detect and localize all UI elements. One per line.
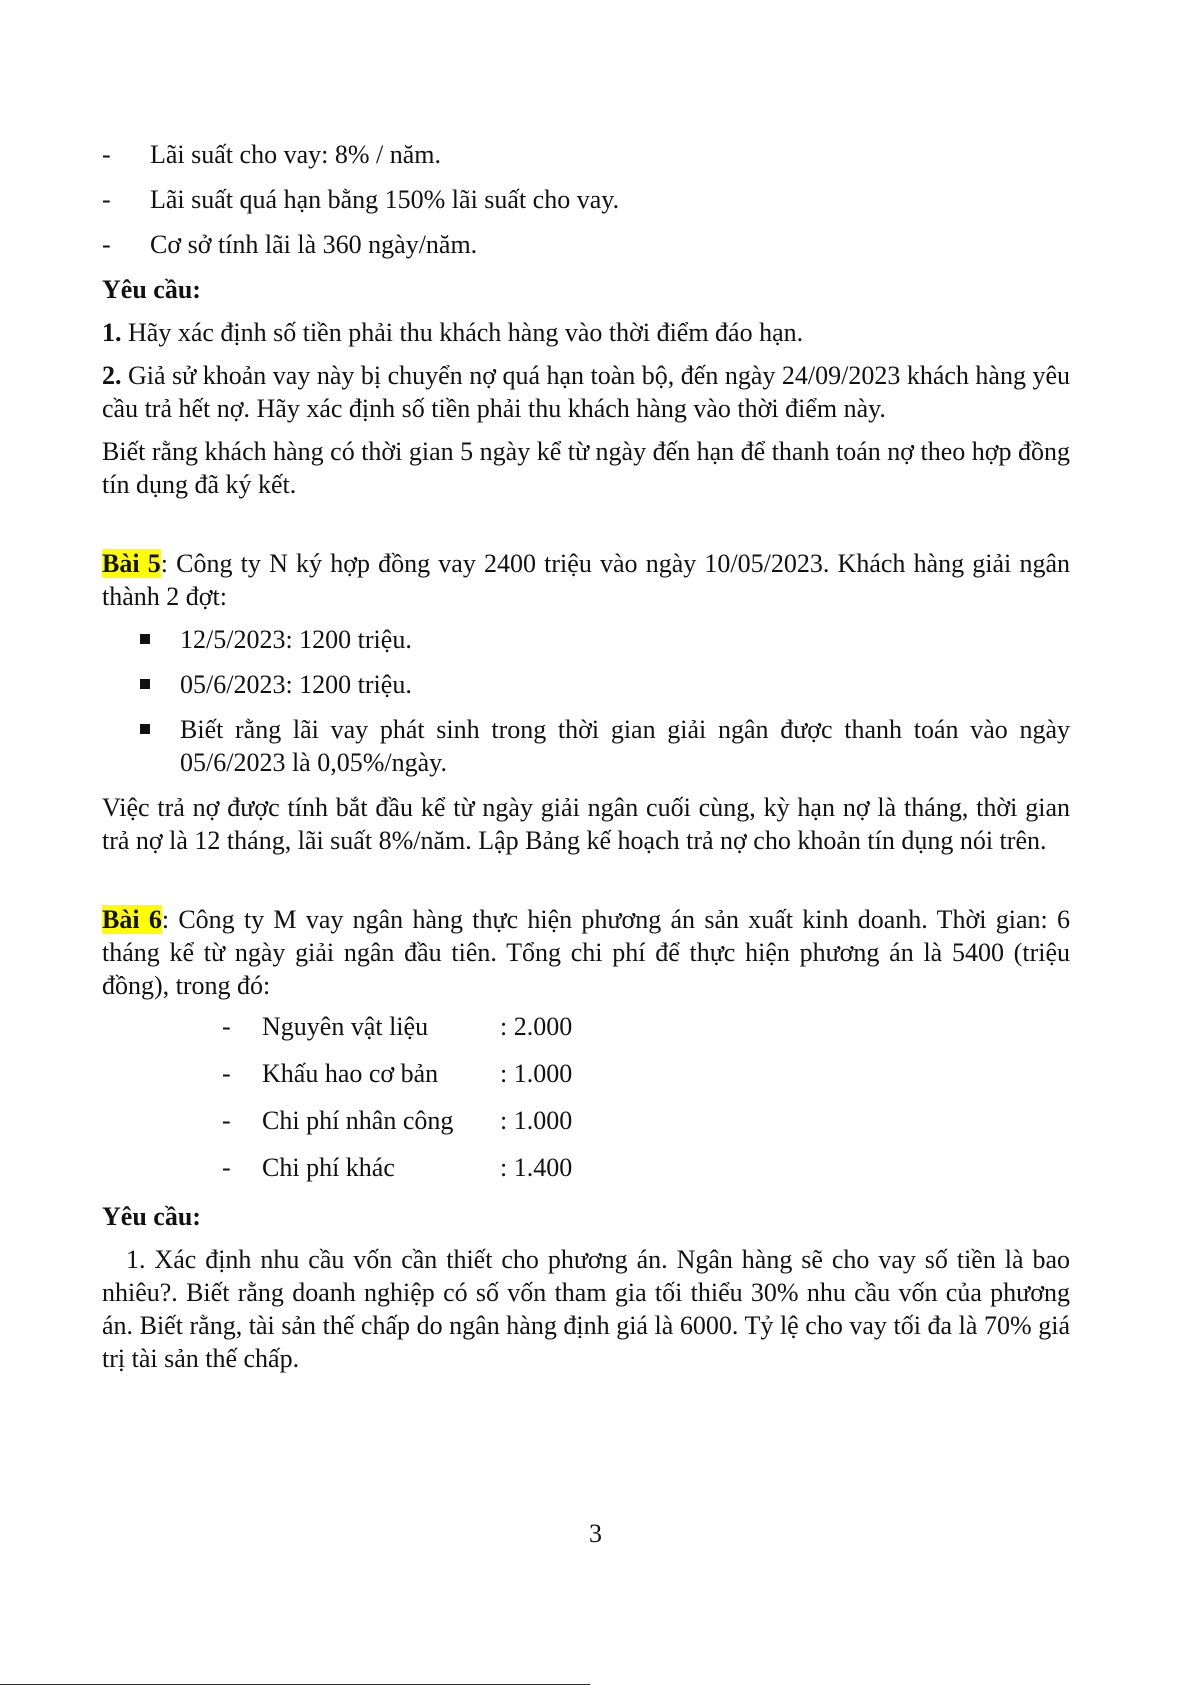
cost-value: : 1.000 — [500, 1106, 573, 1135]
bullet-item — [102, 713, 1070, 779]
cost-row — [102, 1059, 1070, 1092]
bullet-item — [102, 623, 1070, 656]
bai5-label: Bài 5 — [102, 549, 161, 578]
dash-marker: - — [102, 230, 111, 259]
square-bullet-icon — [140, 634, 150, 644]
bullet-text: Biết rằng lãi vay phát sinh trong thời gian giải ngân được thanh toán vào ngày 05/6/2023 là 0,05%/ngày. — [180, 715, 1070, 777]
cost-value: : 2.000 — [500, 1012, 573, 1041]
bullet-text: 05/6/2023: 1200 triệu. — [180, 670, 412, 699]
list-item-text: Cơ sở tính lãi là 360 ngày/năm. — [150, 230, 478, 259]
requirements-heading: Yêu cầu: — [102, 275, 201, 304]
bai6-intro-text: : Công ty M vay ngân hàng thực hiện phương án sản xuất kinh doanh. Thời gian: 6 tháng kể từ ngày giải ngân đầu tiên. Tổng chi phí để thực hiện phương án là 5400 (triệu đồng), trong đó: — [102, 905, 1070, 1000]
bullet-item — [102, 668, 1070, 701]
requirement-2 — [102, 359, 1070, 425]
bai5-body: Việc trả nợ được tính bắt đầu kể từ ngày giải ngân cuối cùng, kỳ hạn nợ là tháng, thời gian trả nợ là 12 tháng, lãi suất 8%/năm. Lập Bảng kế hoạch trả nợ cho khoản tín dụng nói trên. — [102, 793, 1070, 855]
bullet-text: 12/5/2023: 1200 triệu. — [180, 625, 412, 654]
bai6-intro — [102, 903, 1070, 1002]
dash-marker: - — [102, 185, 111, 214]
cost-name: Khấu hao cơ bản — [262, 1059, 439, 1088]
cost-row — [102, 1012, 1070, 1045]
requirement-2-number: 2. — [102, 361, 122, 390]
requirement-2-text: Giả sử khoản vay này bị chuyển nợ quá hạn toàn bộ, đến ngày 24/09/2023 khách hàng yêu cầu trả hết nợ. Hãy xác định số tiền phải thu khách hàng vào thời điểm này. — [102, 361, 1070, 423]
requirement-1-text: Hãy xác định số tiền phải thu khách hàng vào thời điểm đáo hạn. — [121, 318, 804, 347]
bai6-requirement-1: 1. Xác định nhu cầu vốn cần thiết cho phương án. Ngân hàng sẽ cho vay số tiền là bao nhiêu?. Biết rằng doanh nghiệp có số vốn tham gia tối thiểu 30% nhu cầu vốn của phương án. Biết rằng, tài sản thế chấp do ngân hàng định giá là 6000. Tỷ lệ cho vay tối đa là 70% giá trị tài sản thế chấp. — [102, 1245, 1070, 1373]
dash-marker: - — [222, 1012, 231, 1041]
cost-name: Chi phí nhân công — [262, 1106, 454, 1135]
list-item-text: Lãi suất cho vay: 8% / năm. — [150, 140, 441, 169]
requirement-1 — [102, 316, 1070, 349]
list-item-text: Lãi suất quá hạn bằng 150% lãi suất cho vay. — [150, 185, 620, 214]
bai5-intro — [102, 547, 1070, 613]
cost-row — [102, 1153, 1070, 1186]
cost-value: : 1.000 — [500, 1059, 573, 1088]
bai5-intro-text: : Công ty N ký hợp đồng vay 2400 triệu vào ngày 10/05/2023. Khách hàng giải ngân thành 2 đợt: — [102, 549, 1070, 611]
dash-marker: - — [222, 1106, 231, 1135]
bai6-label: Bài 6 — [102, 905, 162, 934]
cost-row — [102, 1106, 1070, 1139]
document-page — [102, 138, 1070, 1375]
note-paragraph: Biết rằng khách hàng có thời gian 5 ngày kể từ ngày đến hạn để thanh toán nợ theo hợp đồng tín dụng đã ký kết. — [102, 437, 1070, 499]
dash-marker: - — [102, 140, 111, 169]
cost-name: Nguyên vật liệu — [262, 1012, 429, 1041]
bai6-requirements-heading: Yêu cầu: — [102, 1202, 201, 1231]
cost-name: Chi phí khác — [262, 1153, 395, 1182]
page-number: 3 — [589, 1519, 602, 1548]
dash-marker: - — [222, 1153, 231, 1182]
list-item — [102, 183, 1070, 216]
cost-value: : 1.400 — [500, 1153, 573, 1182]
square-bullet-icon — [140, 679, 150, 689]
dash-marker: - — [222, 1059, 231, 1088]
list-item — [102, 228, 1070, 261]
square-bullet-icon — [140, 724, 150, 734]
list-item — [102, 138, 1070, 171]
requirement-1-number: 1. — [102, 318, 122, 347]
